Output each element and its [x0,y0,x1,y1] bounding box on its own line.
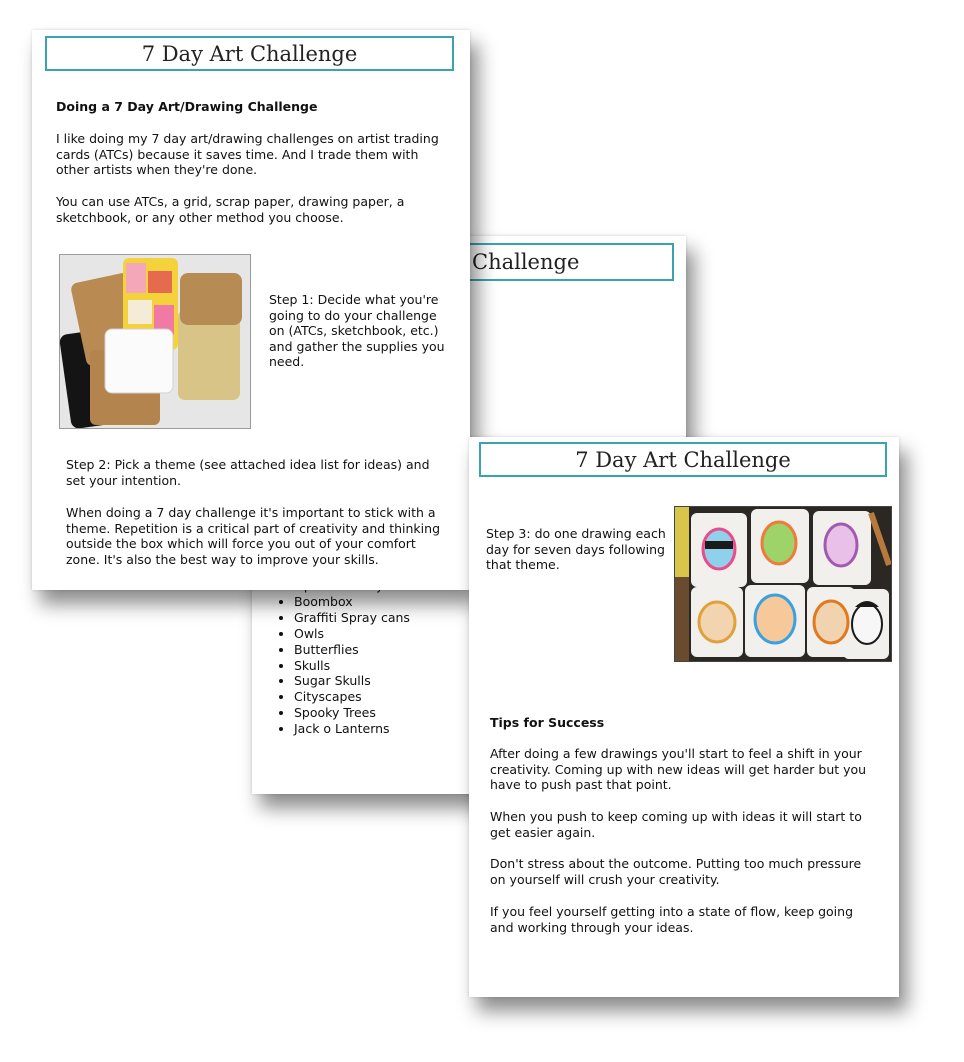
tip-paragraph-2: When you push to keep coming up with ideas it will start to get easier again. [490,809,862,840]
tip-paragraph-1: After doing a few drawings you'll start to feel a shift in your creativity. Coming up with new ideas will get harder but you have to push past that point. [490,746,867,792]
list-item: • Spooky Trees [294,705,410,721]
step-2-text: Step 2: Pick a theme (see attached idea list for ideas) and set your intention. [66,457,430,488]
tips-heading: Tips for Success [490,715,605,730]
page-title-box [479,442,887,477]
list-item: • Jack o Lanterns [294,721,410,737]
list-item: • Graffiti Spray cans [294,610,410,626]
page-title: 7 Day Art Challenge [575,447,791,472]
list-item: • Skulls [294,658,410,674]
list-item: • Cityscapes [294,689,410,705]
tip-paragraph-3: Don't stress about the outcome. Putting too much pressure on yourself will crush your creativity. [490,856,862,887]
list-item: • Sugar Skulls [294,673,410,689]
step-3-text: Step 3: do one drawing each day for seven days following that theme. [486,526,666,572]
list-item: • Boombox [294,594,410,610]
page-title: Challenge [472,250,580,274]
methods-paragraph: You can use ATCs, a grid, scrap paper, drawing paper, a sketchbook, or any other method you choose. [56,194,405,225]
caricature-drawings-photo [674,506,892,662]
page-title: 7 Day Art Challenge [141,41,358,66]
list-item: • Owls [294,626,410,642]
page-title-box [460,243,674,281]
theme-paragraph: When doing a 7 day challenge it's important to stick with a theme. Repetition is a critical part of creativity and thinking outside the box which will force you out of your comfort zone. It's also the best way to improve your skills. [66,505,440,567]
document-page-intro [32,30,470,590]
page-title-box [45,36,454,71]
atc-cards-photo [59,254,251,429]
document-page-tips [469,437,899,997]
section-heading: Doing a 7 Day Art/Drawing Challenge [56,99,318,114]
intro-paragraph: I like doing my 7 day art/drawing challenges on artist trading cards (ATCs) because it saves time. And I trade them with other artists when they're done. [56,131,439,177]
tip-paragraph-4: If you feel yourself getting into a state of flow, keep going and working through your ideas. [490,904,854,935]
idea-list [274,578,410,737]
list-item: • Butterflies [294,642,410,658]
step-1-text: Step 1: Decide what you're going to do your challenge on (ATCs, sketchbook, etc.) and gather the supplies you need. [269,292,445,369]
